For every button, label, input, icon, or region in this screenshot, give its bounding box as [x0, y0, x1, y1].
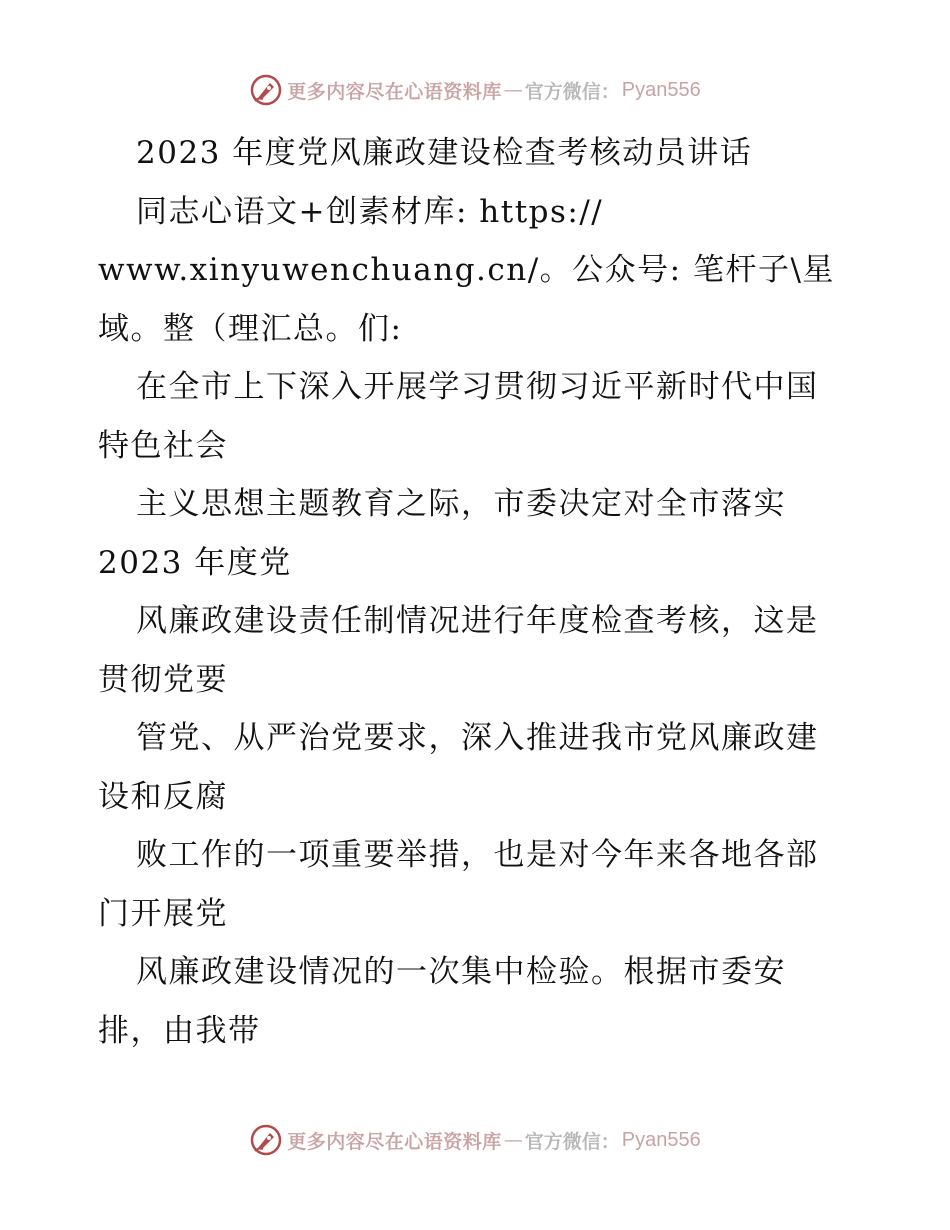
text-line: 败工作的一项重要举措，也是对今年来各地各部 — [136, 837, 819, 873]
text-line: 同志心语文+创素材库: https:// — [136, 193, 604, 230]
document-title: 2023 年度党风廉政建设检查考核动员讲话 — [136, 135, 753, 171]
document-body — [98, 124, 858, 1060]
banner-dash: — — [503, 79, 523, 101]
text-line: 特色社会 — [98, 427, 228, 464]
text-line: 设和反腐 — [98, 778, 228, 815]
text-line: 贯彻党要 — [98, 661, 228, 698]
text-line: 在全市上下深入开展学习贯彻习近平新时代中国 — [136, 369, 819, 405]
banner-wechat-id: Pyan556 — [621, 78, 701, 101]
text-line: 门开展党 — [98, 895, 228, 932]
banner-wechat-label: 官方微信： — [524, 1130, 620, 1153]
banner-wechat-label: 官方微信： — [524, 80, 620, 103]
pen-nib-logo-icon — [249, 1123, 283, 1157]
banner-wechat-id: Pyan556 — [621, 1128, 701, 1151]
pen-nib-logo-icon — [249, 73, 283, 107]
text-line: 风廉政建设责任制情况进行年度检查考核，这是 — [136, 603, 819, 639]
text-line: 主义思想主题教育之际，市委决定对全市落实 — [136, 486, 786, 522]
text-line: 风廉政建设情况的一次集中检验。根据市委安 — [136, 954, 786, 990]
banner-dash: — — [503, 1129, 523, 1151]
text-line: 排，由我带 — [98, 1012, 261, 1049]
text-line: www.xinyuwenchuang.cn/。公众号: 笔杆子\星 — [98, 252, 835, 288]
footer-banner — [0, 1120, 950, 1160]
header-banner — [0, 70, 950, 110]
text-line: 2023 年度党 — [98, 544, 292, 581]
text-line: 域。整（理汇总。们: — [98, 310, 403, 347]
banner-brand-text: 更多内容尽在心语资料库 — [287, 80, 502, 103]
text-line: 管党、从严治党要求，深入推进我市党风廉政建 — [136, 720, 819, 756]
banner-brand-text: 更多内容尽在心语资料库 — [287, 1130, 502, 1153]
